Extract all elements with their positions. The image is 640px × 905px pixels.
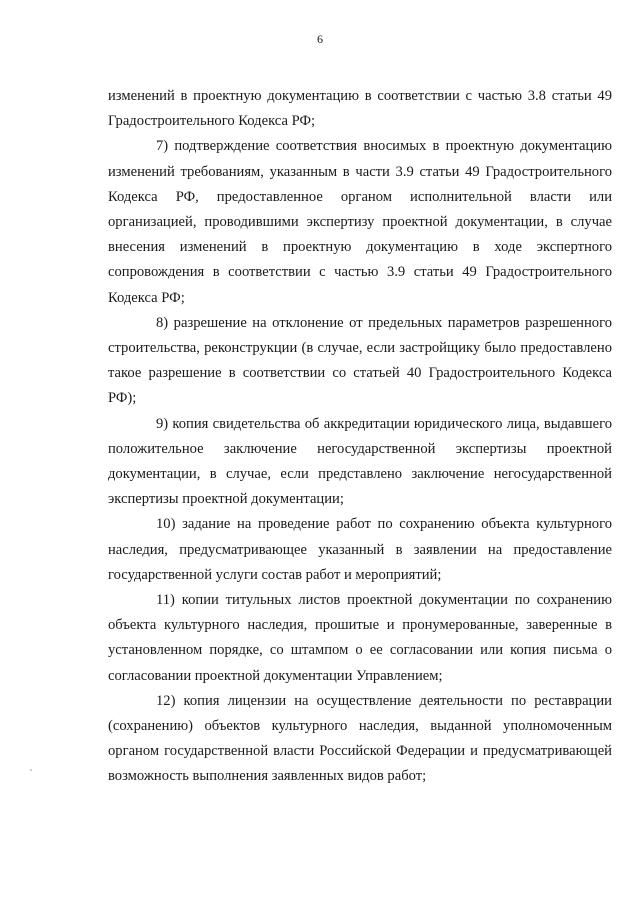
paragraph-item-12: 12) копия лицензии на осуществление деятельности по реставрации (сохранению) объектов культурного наследия, выданной уполномоченным органом государственной власти Российской Федерации и предусматривающей возможность выполнения заявленных видов работ; (108, 692, 612, 785)
page-number: 6 (317, 32, 323, 46)
document-body (108, 84, 612, 790)
paragraph-item-10: 10) задание на проведение работ по сохранению объекта культурного наследия, предусматривающее указанный в заявлении на предоставление государственной услуги состав работ и мероприятий; (108, 516, 612, 583)
paragraph-continuation: изменений в проектную документацию в соответствии с частью 3.8 статьи 49 Градостроительного Кодекса РФ; (108, 88, 612, 130)
paragraph-item-7: 7) подтверждение соответствия вносимых в проектную документацию изменений требованиям, указанным в части 3.9 статьи 49 Градостроительного Кодекса РФ, предоставленное органом исполнительной власти или организацией, проводившими экспертизу проектной документации, в случае внесения изменений в проектную документацию в ходе экспертного сопровождения в соответствии с частью 3.9 статьи 49 Градостроительного Кодекса РФ; (108, 138, 612, 306)
paragraph-item-11: 11) копии титульных листов проектной документации по сохранению объекта культурного наследия, прошитые и пронумерованные, заверенные в установленном порядке, со штампом о ее согласовании или копия письма о согласовании проектной документации Управлением; (108, 592, 612, 684)
scan-artifact (30, 769, 32, 771)
paragraph-item-9: 9) копия свидетельства об аккредитации юридического лица, выдавшего положительное заключение негосударственной экспертизы проектной документации, в случае, если представлено заключение негосударственной экспертизы проектной документации; (108, 415, 612, 508)
paragraph-item-8: 8) разрешение на отклонение от предельных параметров разрешенного строительства, реконструкции (в случае, если застройщику было предоставлено такое разрешение в соответствии со статьей 40 Градостроительного Кодекса РФ); (108, 314, 612, 407)
